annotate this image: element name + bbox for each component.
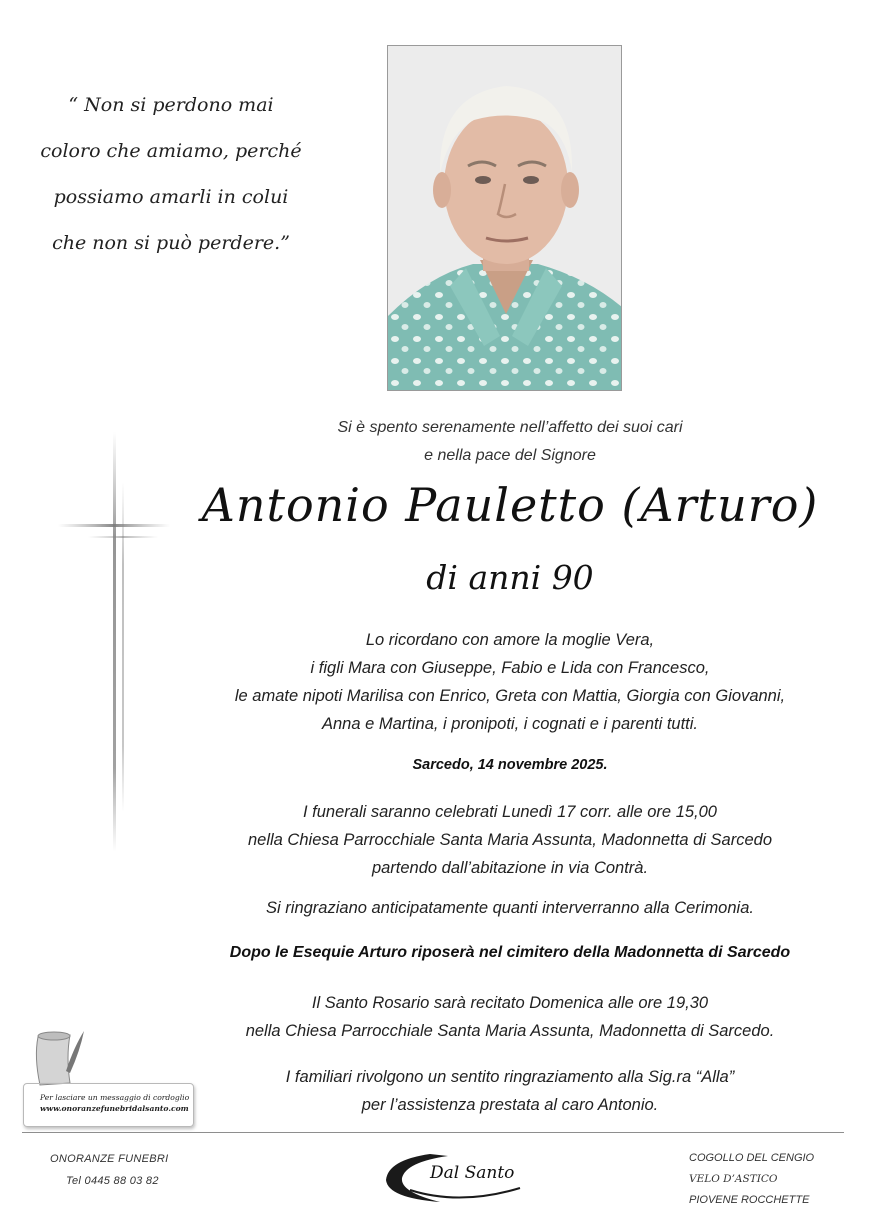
portrait-illustration — [388, 46, 622, 391]
intro — [160, 414, 860, 470]
family-list — [160, 626, 860, 738]
rosary-info — [160, 989, 860, 1045]
funeral-line: partendo dall’abitazione in via Contrà. — [371, 859, 649, 877]
deceased-name: Antonio Pauletto (Arturo) — [201, 478, 819, 532]
family-line: le amate nipoti Marilisa con Enrico, Greta con Mattia, Giorgia con Giovanni, — [234, 687, 786, 705]
deceased-age: di anni 90 — [426, 558, 594, 597]
rosary-line: Il Santo Rosario sarà recitato Domenica alle ore 19,30 — [311, 994, 709, 1012]
quote-line: possiamo amarli in colui — [53, 186, 289, 208]
place-date: Sarcedo, 14 novembre 2025. — [412, 757, 608, 773]
portrait-photo — [387, 45, 622, 391]
location-3: PIOVENE ROCCHETTE — [689, 1194, 810, 1206]
footer-divider — [22, 1132, 844, 1133]
intro-line: Si è spento serenamente nell’affetto dei suoi cari — [337, 419, 683, 436]
condolence-label: Per lasciare un messaggio di cordoglio — [40, 1093, 190, 1102]
burial-text: Dopo le Esequie Arturo riposerà nel cimitero della Madonnetta di Sarcedo — [229, 944, 791, 961]
company-name: ONORANZE FUNEBRI — [50, 1153, 169, 1165]
thanks-text: Si ringraziano anticipatamente quanti interverranno alla Cerimonia. — [266, 899, 754, 917]
footer-company — [50, 1148, 168, 1192]
intro-line: e nella pace del Signore — [424, 447, 596, 464]
quote-line: “ Non si perdono mai — [68, 94, 274, 116]
quote — [40, 82, 302, 266]
family-line: Lo ricordano con amore la moglie Vera, — [365, 631, 655, 649]
family-thanks-line: per l’assistenza prestata al caro Antonio. — [361, 1096, 659, 1114]
scroll-quill-icon — [30, 1027, 90, 1089]
funeral-info — [160, 798, 860, 882]
funeral-line: nella Chiesa Parrocchiale Santa Maria Assunta, Madonnetta di Sarcedo — [247, 831, 773, 849]
footer-locations — [689, 1148, 814, 1211]
logo-text: Dal Santo — [430, 1163, 515, 1183]
rosary-line: nella Chiesa Parrocchiale Santa Maria Assunta, Madonnetta di Sarcedo. — [245, 1022, 775, 1040]
quote-line: che non si può perdere.” — [52, 232, 290, 254]
family-thanks — [160, 1063, 860, 1119]
company-phone: Tel 0445 88 03 82 — [66, 1175, 159, 1187]
location-1: COGOLLO DEL CENGIO — [689, 1152, 815, 1164]
condolence-message-box[interactable] — [23, 1083, 194, 1127]
funeral-line: I funerali saranno celebrati Lunedì 17 corr. alle ore 15,00 — [303, 803, 717, 821]
family-thanks-line: I familiari rivolgono un sentito ringraziamento alla Sig.ra “Alla” — [285, 1068, 735, 1086]
family-line: Anna e Martina, i pronipoti, i cognati e i parenti tutti. — [321, 715, 699, 733]
location-2: VELO D’ASTICO — [689, 1173, 778, 1185]
quote-line: coloro che amiamo, perché — [40, 140, 302, 162]
condolence-url[interactable]: www.onoranzefunebridalsanto.com — [40, 1104, 189, 1113]
family-line: i figli Mara con Giuseppe, Fabio e Lida con Francesco, — [310, 659, 710, 677]
